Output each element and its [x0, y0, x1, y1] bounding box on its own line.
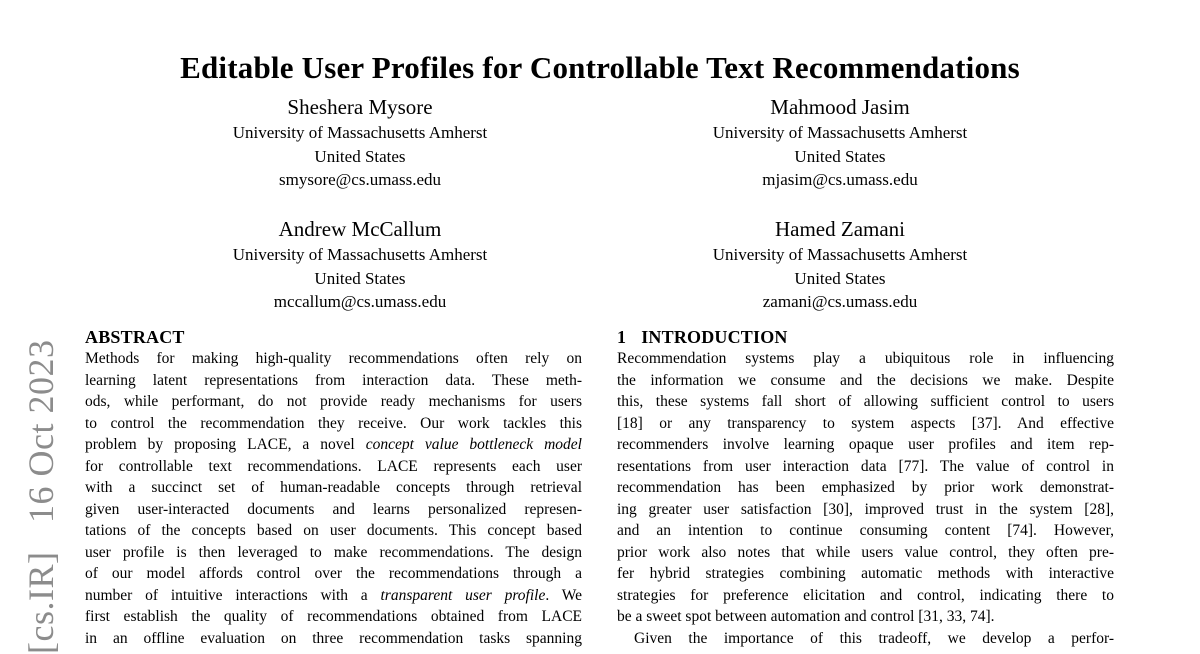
text-line [617, 499, 1114, 521]
text-run: [18] or any transparency to system aspects [37]. And effective [617, 414, 1114, 432]
author-name: Sheshera Mysore [287, 95, 433, 119]
introduction-heading [617, 327, 1114, 348]
paper-title: Editable User Profiles for Controllable Text Recommendations [180, 50, 1020, 85]
author-email: mjasim@cs.umass.edu [762, 170, 918, 189]
text-run: tations of the concepts based on user documents. This concept based [85, 522, 582, 539]
text-run: ods, while performant, do not provide ready mechanisms for users [85, 393, 582, 410]
text-run: recommendation has been emphasized by prior work demonstrat- [617, 479, 1114, 496]
text-run: learning latent representations from interaction data. These meth- [85, 371, 582, 389]
text-line [617, 606, 1114, 628]
text-line [85, 606, 582, 628]
text-run: problem by proposing LACE, a novel [85, 436, 366, 453]
abstract-heading: ABSTRACT [85, 327, 185, 347]
text-run: for controllable text recommendations. LACE represents each user [85, 457, 582, 475]
author-block-2 [600, 94, 1080, 192]
text-line [617, 456, 1114, 478]
text-line [617, 520, 1114, 542]
author-block-1 [120, 94, 600, 192]
author-country: United States [794, 268, 886, 288]
author-email: smysore@cs.umass.edu [278, 170, 442, 189]
text-line [617, 348, 1114, 370]
introduction-body [617, 348, 1114, 649]
author-affiliation: University of Massachusetts Amherst [232, 123, 488, 142]
introduction-section [617, 327, 1114, 649]
text-run: concept value bottleneck model [365, 436, 582, 453]
author-row-1 [120, 94, 1080, 192]
author-row-2 [120, 216, 1080, 314]
text-line [617, 434, 1114, 456]
text-run: prior work also notes that while users value control, they often pre- [617, 543, 1114, 561]
text-line [85, 563, 582, 585]
author-affiliation: University of Massachusetts Amherst [712, 245, 968, 264]
author-email: mccallum@cs.umass.edu [273, 292, 447, 311]
author-country: United States [314, 268, 406, 288]
section-title: INTRODUCTION [641, 327, 788, 347]
text-line [85, 434, 582, 456]
text-line [617, 413, 1114, 435]
text-line [85, 499, 582, 521]
text-run: number of intuitive interactions with a [85, 586, 381, 604]
text-line [85, 520, 582, 542]
text-run: with a succinct set of human-readable concepts through retrieval [85, 479, 582, 496]
text-run: of our model affords control over the recommendations through a [85, 565, 582, 582]
text-run: strategies for preference elicitation and control, indicating there to [617, 586, 1114, 604]
text-line [617, 391, 1114, 413]
text-run: transparent user profile [380, 586, 546, 604]
text-run: this, these systems fall short of allowing sufficient control to users [617, 393, 1114, 410]
text-run: first establish the quality of recommendations obtained from LACE [85, 608, 582, 625]
text-line [617, 477, 1114, 499]
text-line [85, 391, 582, 413]
author-affiliation: University of Massachusetts Amherst [712, 123, 968, 142]
author-block-4 [600, 216, 1080, 314]
author-email: zamani@cs.umass.edu [762, 292, 918, 311]
text-line [617, 542, 1114, 564]
author-country: United States [794, 146, 886, 166]
text-line [85, 585, 582, 607]
text-line [617, 370, 1114, 392]
author-block-3 [120, 216, 600, 314]
text-run: Methods for making high-quality recommendations often rely on [85, 350, 582, 367]
text-run: ing greater user satisfaction [30], improved trust in the system [28], [617, 500, 1114, 518]
abstract-body [85, 348, 582, 649]
text-run: be a sweet spot between automation and control [31, 33, 74]. [617, 608, 995, 625]
text-line [617, 563, 1114, 585]
text-run: recommenders involve learning opaque user profiles and item rep- [617, 436, 1114, 453]
text-line [617, 628, 1114, 650]
text-run: and an intention to continue consuming content [74]. However, [617, 522, 1114, 539]
text-line [85, 370, 582, 392]
author-name: Andrew McCallum [278, 217, 442, 241]
text-run: user profile is then leveraged to make recommendations. The design [85, 543, 582, 561]
author-name: Mahmood Jasim [770, 95, 910, 119]
text-line [85, 456, 582, 478]
text-run: fer hybrid strategies combining automatic methods with interactive [617, 565, 1114, 582]
text-line [85, 348, 582, 370]
text-line [85, 477, 582, 499]
text-run: Given the importance of this tradeoff, we develop a perfor- [634, 629, 1114, 647]
text-run: Recommendation systems play a ubiquitous role in influencing [617, 350, 1114, 367]
author-country: United States [314, 146, 406, 166]
text-run: given user-interacted documents and learns personalized represen- [85, 500, 582, 518]
author-affiliation: University of Massachusetts Amherst [232, 245, 488, 264]
text-run: to control the recommendation they receive. Our work tackles this [85, 414, 582, 432]
text-run: . We [545, 586, 582, 604]
text-line [617, 585, 1114, 607]
section-number: 1 [617, 327, 627, 347]
text-line [85, 542, 582, 564]
text-line [85, 628, 582, 650]
text-run: the information we consume and the decisions we make. Despite [617, 371, 1114, 389]
text-run: resentations from user interaction data [77]. The value of control in [617, 457, 1114, 475]
text-line [85, 413, 582, 435]
abstract-section [85, 327, 582, 649]
arxiv-watermark: [cs.IR] 16 Oct 2023 [21, 339, 61, 654]
author-name: Hamed Zamani [774, 217, 906, 241]
text-run: in an offline evaluation on three recommendation tasks spanning [85, 629, 582, 647]
